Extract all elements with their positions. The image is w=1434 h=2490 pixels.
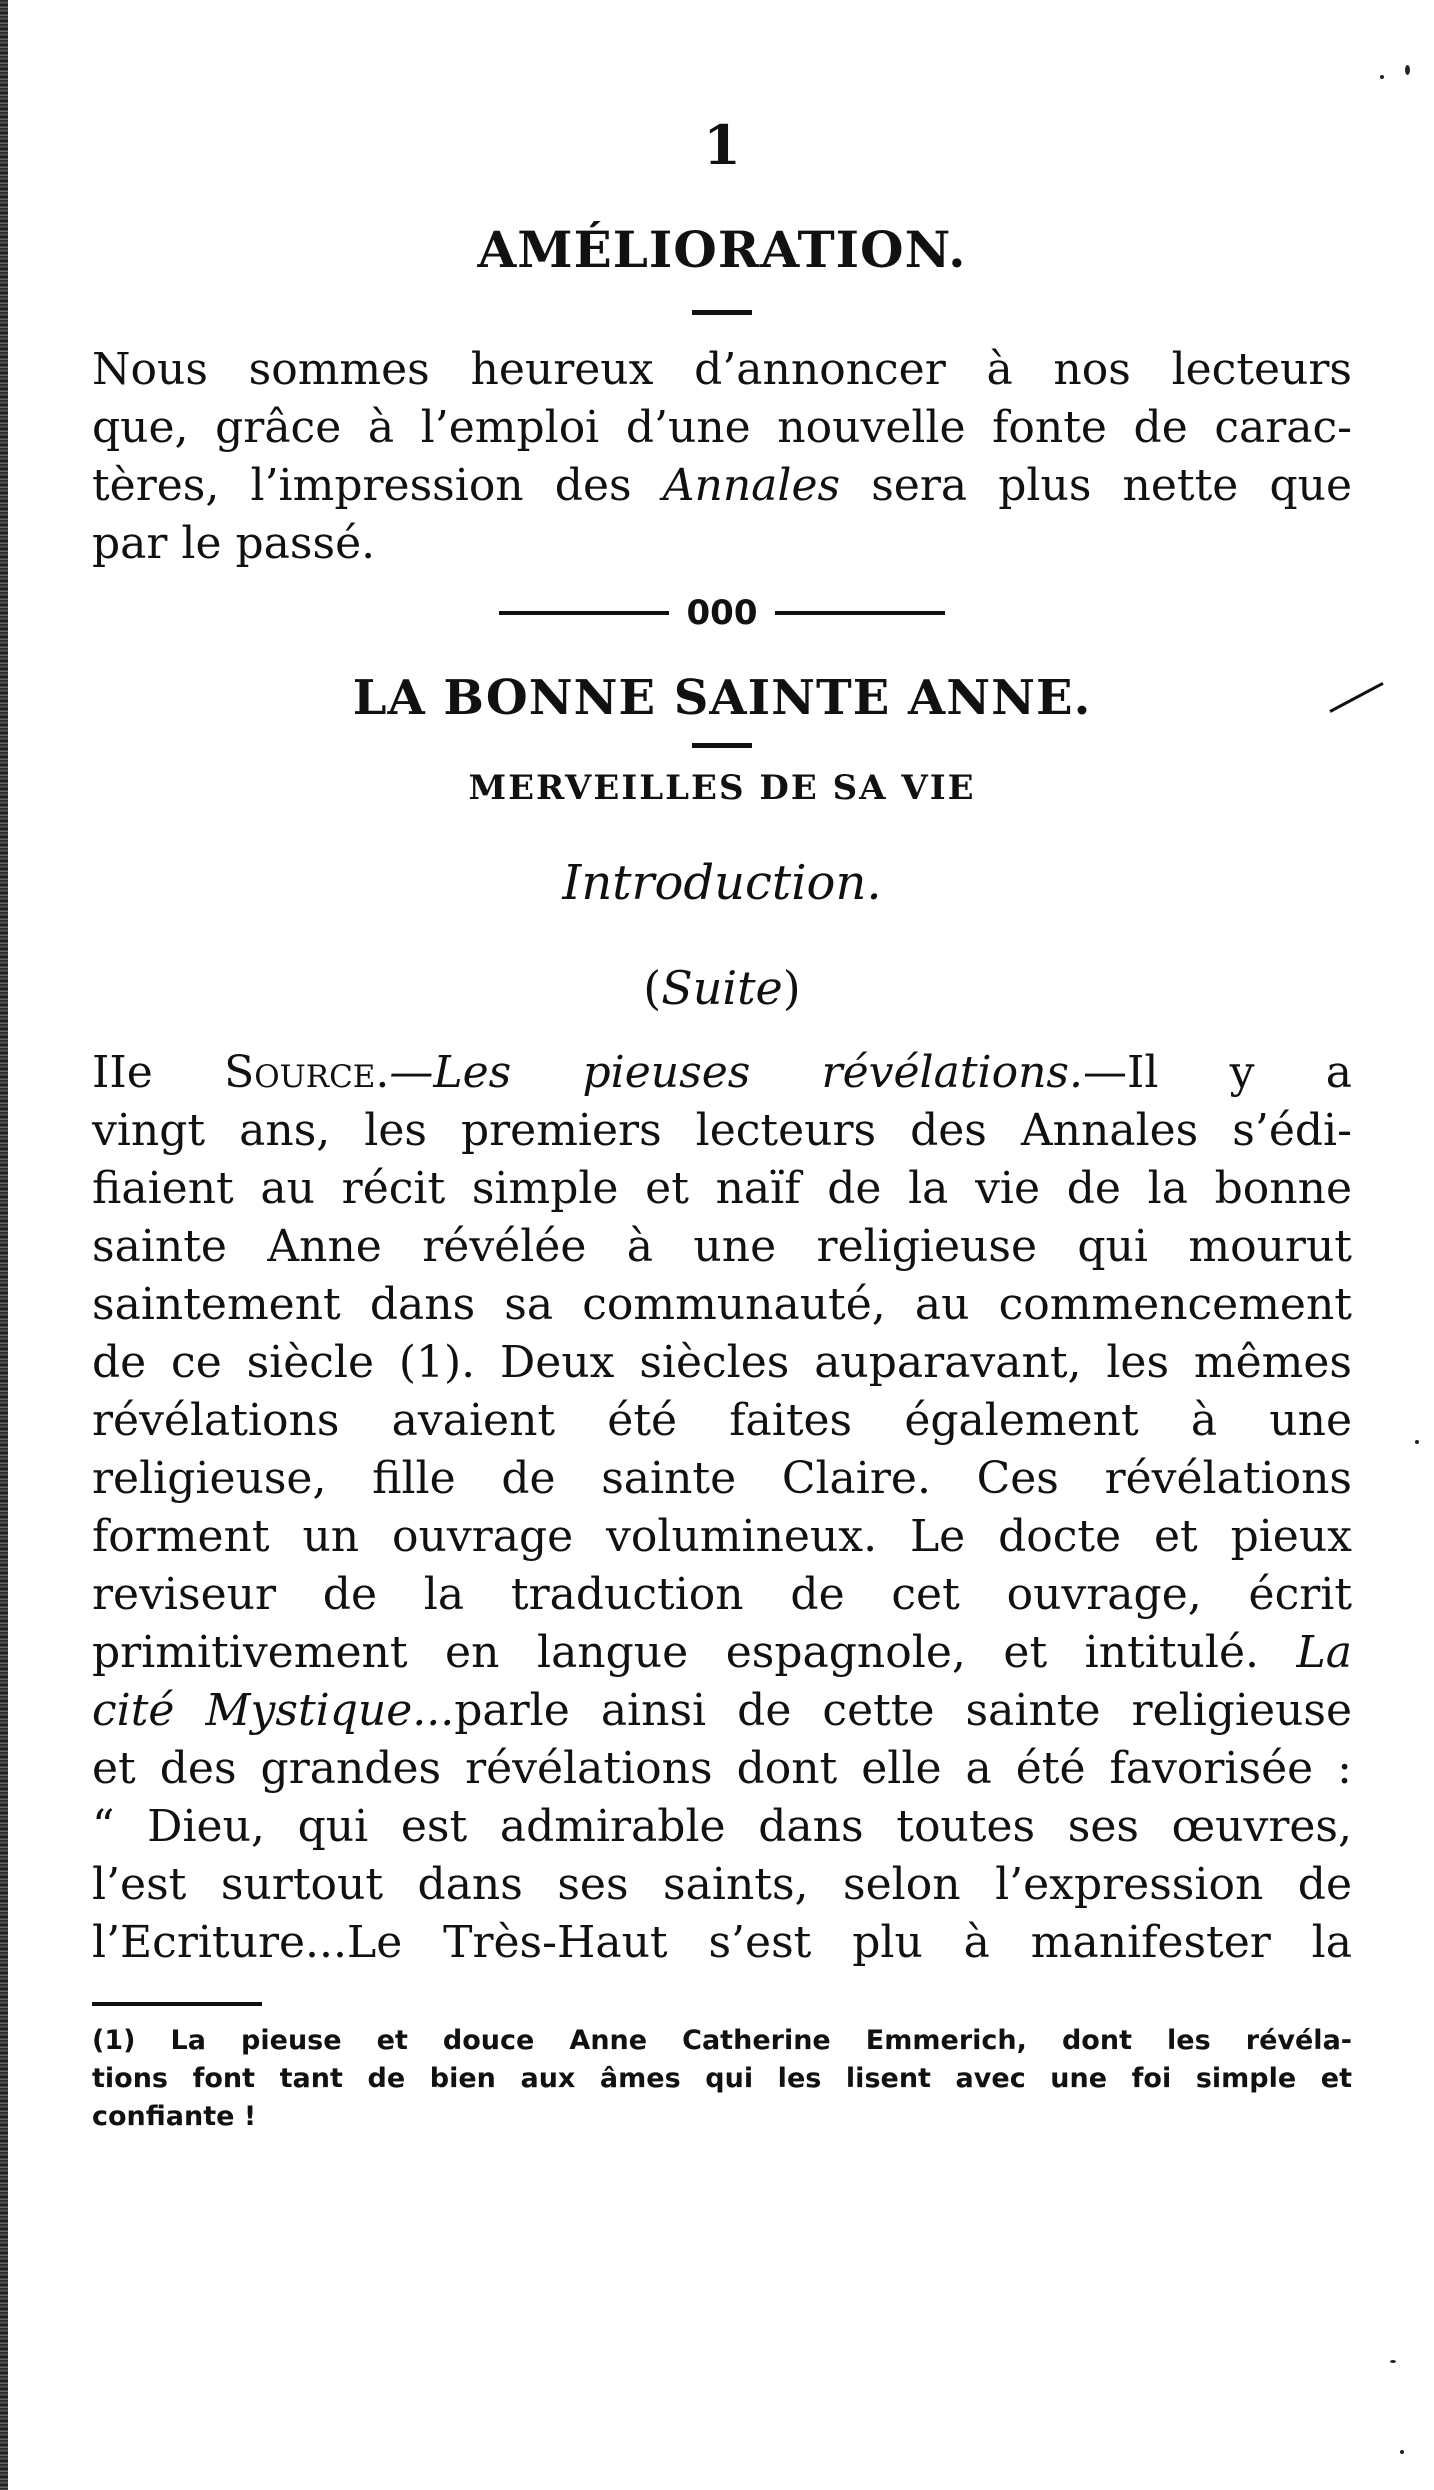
- source-number: IIe: [92, 1047, 153, 1098]
- text-line: fiaient au récit simple et naïf de la vie de la bonne: [92, 1163, 1352, 1214]
- source-title: —Les pieuses révélations.: [389, 1047, 1083, 1098]
- section-title-amelioration: AMÉLIORATION.: [477, 220, 967, 279]
- text-line: par le passé.: [92, 518, 376, 569]
- book-title: cité Mystique...: [92, 1685, 455, 1736]
- text-line: [92, 1624, 1352, 1682]
- introduction-heading: Introduction.: [562, 855, 882, 911]
- footnote-rule: [92, 2002, 262, 2006]
- text-line: [92, 1682, 1352, 1740]
- text-line: saintement dans sa communauté, au commencement: [92, 1279, 1352, 1330]
- text-line: Nous sommes heureux d’annoncer à nos lecteurs: [92, 344, 1352, 395]
- ink-speck: [1380, 75, 1384, 79]
- footnote: [92, 2022, 1352, 2136]
- text-line: l’Ecriture...Le Très-Haut s’est plu à manifester la: [92, 1917, 1352, 1968]
- text-line: “ Dieu, qui est admirable dans toutes ses œuvres,: [92, 1801, 1352, 1852]
- title-rule: [692, 310, 752, 315]
- section-separator: [92, 573, 1352, 653]
- text-line: [92, 457, 1352, 515]
- page-binding-edge: [0, 0, 8, 2490]
- footnote-line: confiante !: [92, 2101, 257, 2132]
- suite-label: (Suite): [643, 961, 801, 1015]
- separator-text: 000: [686, 593, 758, 633]
- text-line: religieuse, fille de sainte Claire. Ces révélations: [92, 1453, 1352, 1504]
- text-line: et des grandes révélations dont elle a été favorisée :: [92, 1743, 1352, 1794]
- source-label: Source.: [224, 1047, 390, 1098]
- text-fragment: parle ainsi de cette sainte religieuse: [454, 1685, 1352, 1736]
- text-line: révélations avaient été faites également à une: [92, 1395, 1352, 1446]
- text-fragment: primitivement en langue espagnole, et intitulé.: [92, 1627, 1259, 1678]
- text-line: vingt ans, les premiers lecteurs des Annales s’édi-: [92, 1105, 1352, 1156]
- text-line: que, grâce à l’emploi d’une nouvelle fonte de carac-: [92, 402, 1352, 453]
- text-line: [92, 1044, 1352, 1102]
- ink-speck: [1405, 65, 1410, 75]
- text-fragment: —Il y a: [1082, 1047, 1353, 1098]
- text-fragment: sera plus nette que: [840, 460, 1353, 511]
- footnote-line: (1) La pieuse et douce Anne Catherine Emmerich, dont les révéla-: [92, 2025, 1352, 2056]
- page-number: 1: [703, 113, 741, 177]
- section-title-bonne-sainte-anne: LA BONNE SAINTE ANNE.: [352, 670, 1092, 726]
- suite-word: Suite: [661, 961, 783, 1015]
- ink-speck: [1415, 1440, 1419, 1444]
- footnote-line: tions font tant de bien aux âmes qui les lisent avec une foi simple et: [92, 2063, 1352, 2094]
- italic-word: Annales: [662, 460, 841, 511]
- ink-speck: [1390, 2360, 1396, 2363]
- amelioration-paragraph: [92, 341, 1352, 573]
- separator-line: [499, 611, 669, 615]
- text-line: sainte Anne révélée à une religieuse qui mourut: [92, 1221, 1352, 1272]
- page-content: [92, 100, 1352, 2136]
- text-line: l’est surtout dans ses saints, selon l’expression de: [92, 1859, 1352, 1910]
- ink-speck: [1400, 2450, 1404, 2454]
- text-line: reviseur de la traduction de cet ouvrage, écrit: [92, 1569, 1352, 1620]
- text-line: forment un ouvrage volumineux. Le docte et pieux: [92, 1511, 1352, 1562]
- text-fragment: tères, l’impression des: [92, 460, 663, 511]
- main-paragraph: [92, 1044, 1352, 1972]
- separator-line: [775, 611, 945, 615]
- section-subtitle: MERVEILLES DE SA VIE: [468, 768, 976, 808]
- italic-word: La: [1296, 1627, 1352, 1678]
- text-line: de ce siècle (1). Deux siècles auparavant, les mêmes: [92, 1337, 1352, 1388]
